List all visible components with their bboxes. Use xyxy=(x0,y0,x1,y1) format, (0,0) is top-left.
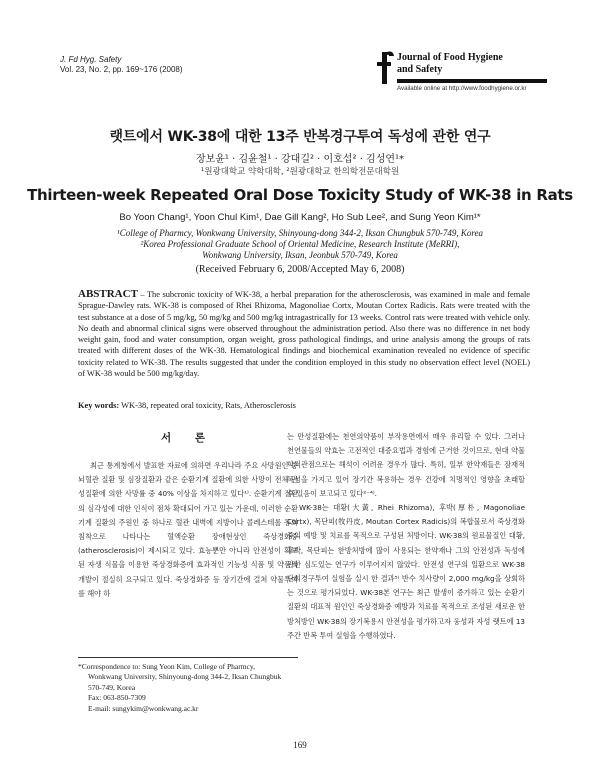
footnote-line: E-mail: sungykim@wonkwang.ac.kr xyxy=(88,703,199,713)
keywords-text: WK-38, repeated oral toxicity, Rats, Atherosclerosis xyxy=(119,401,296,410)
footnote-line: Wonkwang University, Shinyoung-dong 344-2, Iksan Chungbuk xyxy=(88,672,282,682)
correspondence-footnote xyxy=(78,662,300,714)
online-availability: Available online at http://www.foodhygiene.or.kr xyxy=(397,85,527,92)
footnote-line: *Correspondence to: Sung Yeon Kim, College of Pharmcy, xyxy=(78,662,255,671)
header-rule xyxy=(397,79,547,83)
footnote-line: Fax: 063-850-7309 xyxy=(88,693,146,703)
abstract-label: ABSTRACT xyxy=(78,288,138,300)
body-paragraph: WK-38는 대황(大黃, Rhei Rhizoma), 후박(厚朴, Magonoliae Cortx), 목단피(牧丹皮, Moutan Cortex Radicis)의 복합물로서 죽상경화증의 예방 및 치료를 목적으로 구성된 처방이다. WK-38의 원료물질인 대황, 후박, 목단피는 한방처방에 많이 사용되는 한약재나 그의 안전성과 독성에 관한 심도있는 연구가 이루어지지 않았다. 안전성 연구의 일환으로 WK-38 단회경구투여 실험을 실시 한 결과⁵⁾ 반수 치사량이 2,000 mg/kg을 상회하는 것으로 평가되었다. WK-38본 연구는 최근 발생이 증가하고 있는 순환기질환의 대표적 원인인 죽상경화증 예방과 치료를 목적으로 조성된 새로운 한방처방인 WK-38의 장기복용시 안전성을 평가하고자 웅성과 자성 랫트에 13주간 반복 투여 실험을 수행하였다. xyxy=(287,503,525,640)
footnote-rule xyxy=(78,657,298,658)
authors-korean: 장보윤¹ · 김윤철¹ · 강대길² · 이호섭² · 김성연¹* xyxy=(195,154,405,165)
right-column xyxy=(287,430,525,643)
journal-name-line2: and Safety xyxy=(397,64,443,75)
affiliation-korean: ¹원광대학교 약학대학, ²원광대학교 한의학전문대학원 xyxy=(200,167,400,177)
page-number: 169 xyxy=(293,740,307,750)
journal-abbrev: J. Fd Hyg. Safety xyxy=(60,55,122,64)
keywords xyxy=(78,401,530,410)
section-heading-introduction: 서 론 xyxy=(161,432,215,444)
affiliation-line: ²Korea Professional Graduate School of Oriental Medicine, Research Institute (MeRRI), xyxy=(140,239,460,249)
footnote-line: 570-749, Korea xyxy=(88,682,136,692)
volume-line: Vol. 23, No. 2, pp. 169~176 (2008) xyxy=(60,65,183,74)
body-paragraph: 는 만성질환에는 천연의약품이 부작용면에서 매우 유리할 수 있다. 그러나 천연물들의 약효는 고전적인 대증요법과 경험에 근거한 것이므로, 현대 약물학적관점으로는 해석이 어려운 경우가 많다. 특히, 일부 한약재들은 잠재적 독성을 가지고 있어 장기간 복용하는 경우 건강에 치명적인 영향을 초래할 수 있음이 보고되고 있다²⁻⁴⁾. xyxy=(287,432,525,498)
affiliation-line: ¹College of Pharmcy, Wonkwang University, Shinyoung-dong 344-2, Iksan Chungbuk 570-749, Korea xyxy=(117,228,483,238)
abstract-text: – The subcronic toxicity of WK-38, a herbal preparation for the atherosclerosis, was examined in male and female Sprague-Dawley rats. WK-38 is composed of Rhei Rhizoma, Magonoliae Cortx, Moutan Cortex Radicis. Rats were treated with the test substance at a dose of 5 mg/kg, 50 mg/kg and 500 mg/kg intragastrically for 13 weeks. Control rats were treated with vehicle only. No death and abnormal clinical signs were observed throughout the administration period. Also there was no difference in net body weight gain, food and water consumption, organ weight, gross pathological findings, and urine analysis among the groups of rats treated with different doses of the WK-38. Hematological findings and biochemical examination revealed no evidence of specific toxicity related to WK-38. The results suggested that under the condition employed in this study no observation effect level (NOEL) of WK-38 would be 500 mg/kg/day. xyxy=(78,290,530,379)
body-paragraph: 최근 통계청에서 발표한 자료에 의하면 우리나라 주요 사망원인 중 뇌혈관 질환 및 심장질환과 같은 순환기계 질환에 의한 사망이 전체 만성질환에 의한 사망률 중 40% 이상을 차지하고 있다¹⁾. 순환기계 질환의 심각성에 대한 인식이 점차 확대되어 가고 있는 가운데, 이러한 순환기계 질환의 주원인 중 하나로 혈관 내벽에 지방이나 콜레스테롤 등의 침착으로 나타나는 혈액순환 장애현상인 죽상경화증(atherosclerosis)이 제시되고 있다. 효능뿐만 아니라 안전성이 확보된 자생 식물을 이용한 죽상경화증에 효과적인 기능성 식품 및 약품의 개발이 절실히 요구되고 있다. 죽상경화증 등 장기간에 걸쳐 약물투여를 해야 하 xyxy=(78,461,298,598)
keywords-label: Key words: xyxy=(78,401,120,410)
journal-header-box xyxy=(397,52,547,92)
left-column xyxy=(78,459,298,601)
journal-citation xyxy=(60,55,183,75)
received-dates: (Received February 6, 2008/Accepted May 6, 2008) xyxy=(195,264,405,275)
abstract xyxy=(78,289,530,379)
affiliation-english xyxy=(0,228,600,261)
affiliation-line: Wonkwang University, Iksan, Jeonbuk 570-749, Korea xyxy=(202,250,398,260)
journal-f-logo-icon xyxy=(375,48,395,86)
authors-english: Bo Yoon Chang¹, Yoon Chul Kim¹, Dae Gill Kang², Ho Sub Lee², and Sung Yeon Kim¹* xyxy=(119,212,481,223)
title-korean: 랫트에서 WK-38에 대한 13주 반복경구투여 독성에 관한 연구 xyxy=(109,129,491,145)
journal-name-line1: Journal of Food Hygiene xyxy=(397,52,503,63)
title-english: Thirteen-week Repeated Oral Dose Toxicity Study of WK-38 in Rats xyxy=(27,186,573,204)
